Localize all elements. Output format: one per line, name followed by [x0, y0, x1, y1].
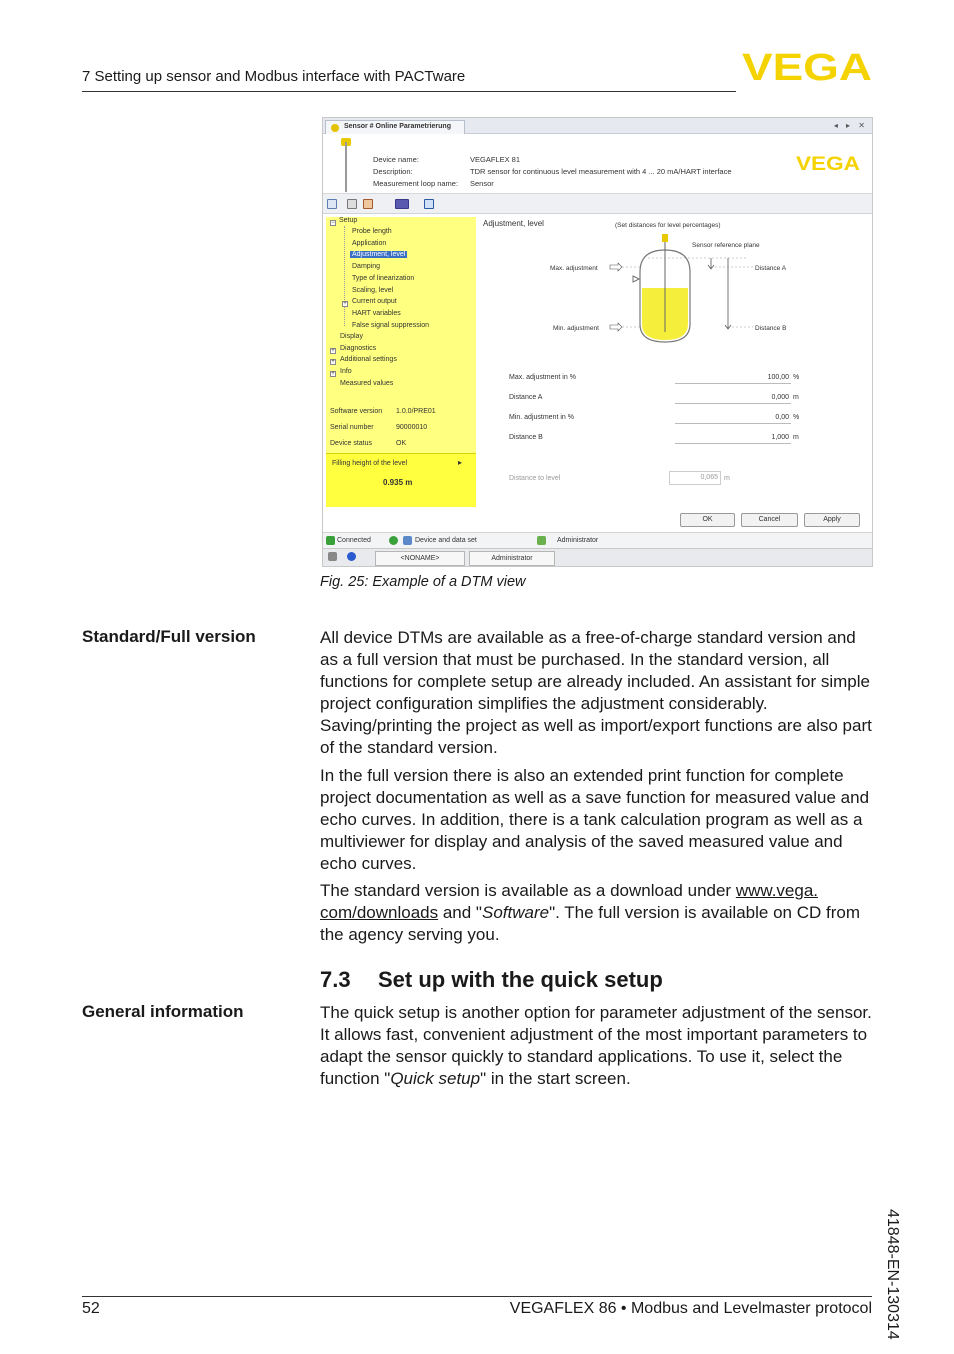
distance-to-level-unit: m — [724, 475, 730, 482]
distance-a-unit: m — [793, 394, 799, 401]
data-set-icon — [403, 536, 412, 545]
window-controls[interactable]: ◂ ▸ ✕ — [833, 121, 868, 130]
user-cell: Administrator — [469, 551, 555, 566]
paragraph: In the full version there is also an extended print function for complete project documentation as well as a save function for measured value and echo curves. In addition, there is a tank calculation program as well as a multiviewer for display and analysis of the saved measured value and echo curves. — [320, 766, 870, 873]
tree-guide — [344, 226, 345, 326]
max-arrow-icon — [610, 263, 622, 271]
distance-b-input[interactable]: 1,000 — [675, 432, 791, 444]
tree-item[interactable]: Scaling, level — [352, 287, 394, 294]
footer-title: VEGAFLEX 86 • Modbus and Levelmaster protocol — [509, 1300, 872, 1317]
software-version-value: 1.0.0/PRE01 — [396, 408, 436, 415]
panel-subtitle: (Set distances for level percentages) — [615, 222, 721, 229]
apply-button[interactable]: Apply — [804, 513, 860, 527]
collapse-icon[interactable]: − — [331, 220, 335, 226]
serial-number-value: 90000010 — [396, 424, 428, 431]
sync-icon — [389, 536, 398, 545]
tree-item-info[interactable]: Info — [340, 368, 352, 375]
device-info-labels: Device name: Description: Measurement loop name: — [373, 155, 459, 188]
arrow-right-icon[interactable]: ▸ — [458, 458, 463, 467]
filling-height-value: 0.935 m — [383, 478, 413, 487]
tree-item-measured-values[interactable]: Measured values — [340, 380, 394, 387]
running-header: 7 Setting up sensor and Modbus interface with PACTware — [82, 68, 466, 85]
min-adjustment-input[interactable]: 0,00 — [675, 412, 791, 424]
tank-diagram — [548, 232, 798, 347]
level-marker-icon — [633, 276, 639, 282]
download-paragraph: The standard version is available as a download under www.vega. com/downloads and "Software". The full version is available on CD from the agency serving you. — [320, 881, 860, 944]
svg-text:Distance A: Distance A — [755, 265, 787, 272]
svg-text:Max. adjustment: Max. adjustment — [550, 265, 598, 272]
tree-item-selected[interactable]: Adjustment, level — [352, 251, 406, 258]
distance-a-input[interactable]: 0,000 — [675, 392, 791, 404]
tree-item[interactable]: False signal suppression — [352, 322, 430, 329]
cancel-button[interactable]: Cancel — [741, 513, 798, 527]
expand-icon[interactable]: + — [331, 359, 335, 365]
device-status-value: OK — [396, 440, 407, 447]
sensor-head-icon — [662, 234, 668, 242]
document-code: 41848-EN-130314 — [884, 1209, 901, 1340]
user-icon — [537, 536, 546, 545]
tree-item-setup[interactable]: Setup — [339, 217, 358, 224]
tree-item[interactable]: Type of linearization — [352, 275, 415, 282]
probe-rod-icon — [345, 142, 347, 192]
tree-item[interactable]: Application — [352, 240, 387, 247]
min-arrow-icon — [610, 323, 622, 331]
dtm-tab-bar — [323, 118, 872, 134]
asterisk-icon[interactable] — [347, 552, 356, 561]
tree-item[interactable]: Probe length — [352, 228, 392, 235]
user-status: Administrator — [557, 537, 599, 544]
dtm-screenshot — [322, 117, 873, 567]
margin-label-general-information: General information — [82, 1002, 244, 1021]
tree-item[interactable]: Current output — [352, 298, 397, 305]
device-icon[interactable] — [395, 199, 409, 209]
svg-text:VEGA: VEGA — [796, 154, 860, 172]
tree-item[interactable]: HART variables — [352, 310, 401, 317]
sensor-icon — [331, 124, 339, 132]
max-adjustment-input[interactable]: 100,00 — [675, 372, 791, 384]
dtm-toolbar — [323, 194, 872, 214]
expand-icon[interactable]: + — [343, 301, 347, 307]
expand-icon[interactable]: + — [331, 348, 335, 354]
paragraph: All device DTMs are available as a free-of-charge standard version and as a full version that must be purchased. In the standard version, all functions for complete setup are already included. An assistant for simple project configuration simplifies the adjustment considerably. Saving/printing the project as well as import/export functions are also part of the standard version. — [320, 628, 872, 757]
connect-icon[interactable] — [328, 552, 337, 561]
distance-b-label: Distance B — [509, 434, 543, 441]
device-header — [323, 134, 872, 194]
pactware-status-bar — [323, 548, 872, 567]
help-icon[interactable] — [424, 199, 434, 209]
page-number: 52 — [82, 1300, 100, 1317]
expand-icon[interactable]: + — [331, 371, 335, 377]
distance-a-label: Distance A — [509, 394, 543, 401]
device-status-label: Device status — [330, 440, 373, 447]
svg-text:Sensor reference plane: Sensor reference plane — [692, 242, 760, 249]
dtm-vega-logo — [796, 154, 860, 172]
svg-text:Distance B: Distance B — [755, 325, 787, 332]
vega-logo — [742, 50, 872, 84]
filling-height-box — [326, 453, 476, 507]
download-link[interactable]: www.vega. com/downloads — [320, 881, 819, 922]
paragraph: The quick setup is another option for parameter adjustment of the sensor. It allows fast, convenient adjustment of the most important parameters to adapt the sensor quickly to standard applications. To use it, select the function "Quick setup" in the start screen. — [320, 1003, 872, 1088]
dtm-status-bar — [323, 532, 872, 548]
header-rule — [82, 91, 736, 92]
tree-item[interactable]: Damping — [352, 263, 381, 270]
software-version-label: Software version — [330, 408, 383, 415]
connected-icon — [326, 536, 335, 545]
max-adjustment-unit: % — [793, 374, 800, 381]
ok-button[interactable]: OK — [680, 513, 735, 527]
serial-number-label: Serial number — [330, 424, 374, 431]
dtm-tab[interactable]: Sensor # Online Parametrierung — [325, 120, 465, 134]
tree-item-diagnostics[interactable]: Diagnostics — [340, 345, 377, 352]
figure-caption: Fig. 25: Example of a DTM view — [320, 574, 526, 590]
min-adjustment-unit: % — [793, 414, 800, 421]
tools-icon[interactable] — [363, 199, 373, 209]
max-adjustment-label: Max. adjustment in % — [509, 374, 576, 381]
margin-label-standard-full: Standard/Full version — [82, 627, 256, 646]
navigation-tree — [326, 217, 476, 507]
svg-text:VEGA: VEGA — [742, 50, 872, 84]
device-info-values: VEGAFLEX 81 TDR sensor for continuous level measurement with 4 ... 20 mA/HART interface Sensor — [470, 155, 732, 188]
project-name-cell: <NONAME> — [375, 551, 465, 566]
distance-to-level-label: Distance to level — [509, 475, 561, 482]
distance-b-unit: m — [793, 434, 799, 441]
view-icon[interactable] — [327, 199, 337, 209]
footer-rule — [82, 1296, 872, 1297]
distance-to-level-field: 0,065 — [669, 471, 721, 485]
connected-status: Connected — [337, 537, 371, 544]
tree-item-additional-settings[interactable]: Additional settings — [340, 356, 397, 363]
svg-text:Min. adjustment: Min. adjustment — [553, 325, 599, 332]
filling-height-label: Filling height of the level — [332, 460, 408, 467]
section-heading: 7.3 Set up with the quick setup — [320, 967, 663, 992]
print-icon[interactable] — [347, 199, 357, 209]
panel-title: Adjustment, level — [483, 219, 544, 228]
tree-item-display[interactable]: Display — [340, 333, 363, 340]
min-adjustment-label: Min. adjustment in % — [509, 414, 574, 421]
device-data-status: Device and data set — [415, 537, 477, 544]
